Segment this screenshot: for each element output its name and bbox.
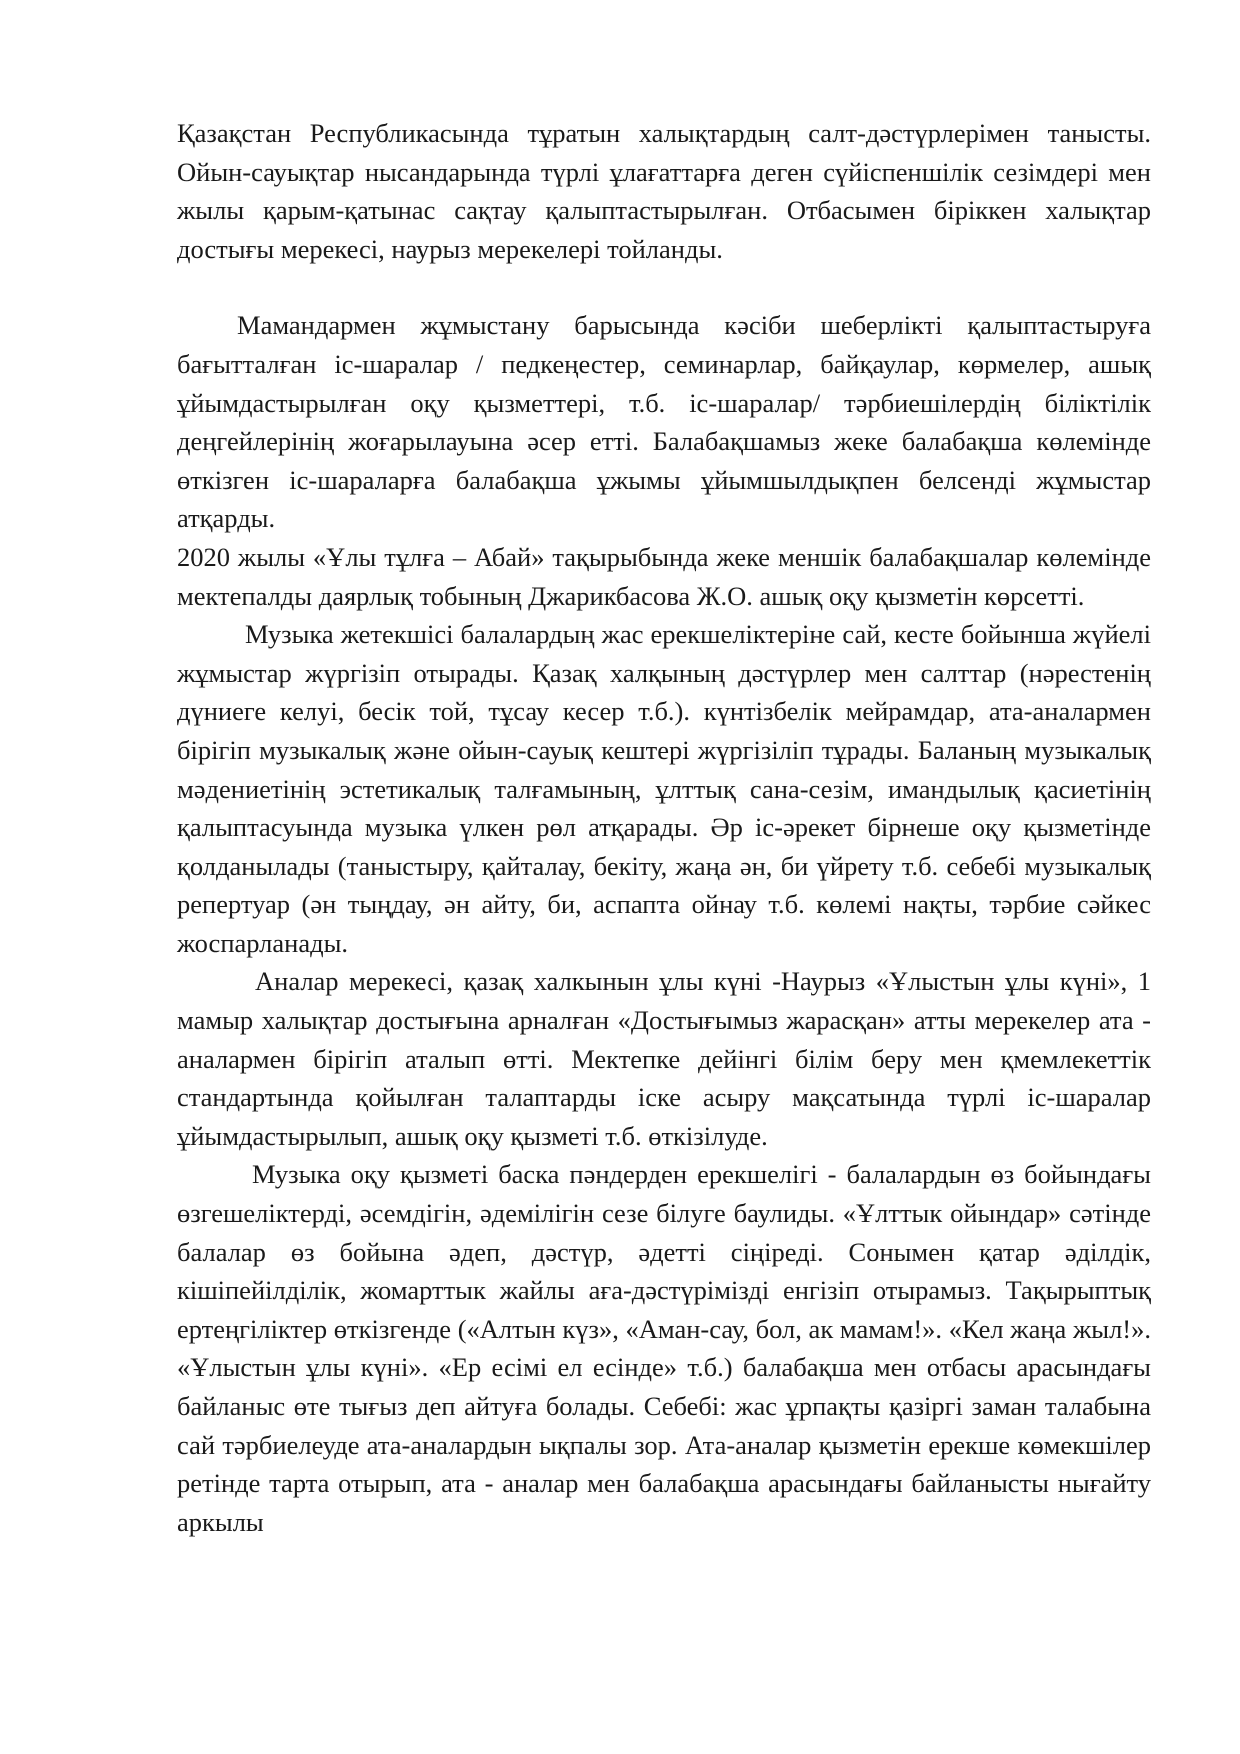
paragraph-holidays: Аналар мерекесі, қазақ халкынын ұлы күні -Наурыз «Ұлыстын ұлы күні», 1 мамыр халықтар достығына арналған «Достығымыз жарасқан» атты мерекелер ата - аналармен бірігіп аталып өтті. Мектепке дейінгі білім беру мен қмемлекеттік стандартында қойылған талаптарды іске асыру мақсатында түрлі іс-шаралар ұйымдастырылып, ашық оқу қызметі т.б. өткізілуде.: [177, 966, 1151, 1151]
paragraph-abai-open-lesson: 2020 жылы «Ұлы тұлға – Абай» тақырыбында жеке меншік балабақшалар көлемінде мектепалды даярлық тобының Джарикбасова Ж.О. ашық оқу қызметін көрсетті.: [177, 541, 1151, 611]
paragraph-music-director: Музыка жетекшісі балалардың жас ерекшеліктеріне сай, кесте бойынша жүйелі жұмыстар жүргізіп отырады. Қазақ халқының дәстүрлер мен салттар (нәрестенің дүниеге келуі, бесік той, тұсау кесер т.б.). күнтізбелік мейрамдар, ата-аналармен бірігіп музыкалық және ойын-сауық кештері жүргізіліп тұрады. Баланың музыкалық мәдениетінің эстетикалық талғамының, ұлттық сана-сезім, имандылық қасиетінің қалыптасуында музыка үлкен рөл атқарады. Әр іс-әрекет бірнеше оқу қызметінде қолданылады (таныстыру, қайталау, бекіту, жаңа ән, би үйрету т.б. себебі музыкалық репертуар (ән тыңдау, ән айту, би, аспапта ойнау т.б. көлемі нақты, тәрбие сәйкес жоспарланады.: [177, 619, 1151, 958]
paragraph-traditions: Қазақстан Республикасында тұратын халықтардың салт-дәстүрлерімен танысты. Ойын-сауықтар нысандарында түрлі ұлағаттарға деген сүйіспеншілік сезімдері мен жылы қарым-қатынас сақтау қалыптастырылған. Отбасымен біріккен халықтар достығы мерекесі, наурыз мерекелері тойланды.: [177, 118, 1151, 264]
document-body: [177, 114, 1151, 1541]
paragraph-professional-skills: Мамандармен жұмыстану барысында кәсіби шеберлікті қалыптастыруға бағытталған іс-шаралар / педкеңестер, семинарлар, байқаулар, көрмелер, ашық ұйымдастырылған оқу қызметтері, т.б. іс-шаралар/ тәрбиешілердің біліктілік деңгейлерінің жоғарылауына әсер етті. Балабақшамыз жеке балабақша көлемінде өткізген іс-шараларға балабақша ұжымы ұйымшылдықпен белсенді жұмыстар атқарды.: [177, 310, 1151, 534]
paragraph-music-lessons: Музыка оқу қызметі баска пәндерден ерекшелігі - балалардын өз бойындағы өзгешеліктерді, әсемдігін, әдемілігін сезе білуге баулиды. «Ұлттык ойындар» сәтінде балалар өз бойына әдеп, дәстүр, әдетті сіңіреді. Сонымен қатар әділдік, кішіпейілділік, жомарттык жайлы аға-дәстүрімізді енгізіп отырамыз. Тақырыптық ертеңгіліктер өткізгенде («Алтын күз», «Аман-сау, бол, ак мамам!». «Кел жаңа жыл!». «Ұлыстын ұлы күні». «Ер есімі ел есінде» т.б.) балабақша мен отбасы арасындағы байланыс өте тығыз деп айтуға болады. Себебі: жас ұрпақты қазіргі заман талабына сай тәрбиелеуде ата-аналардын ықпалы зор. Ата-аналар қызметін ерекше көмекшілер ретінде тарта отырып, ата - аналар мен балабақша арасындағы байланысты нығайту аркылы: [177, 1159, 1151, 1537]
